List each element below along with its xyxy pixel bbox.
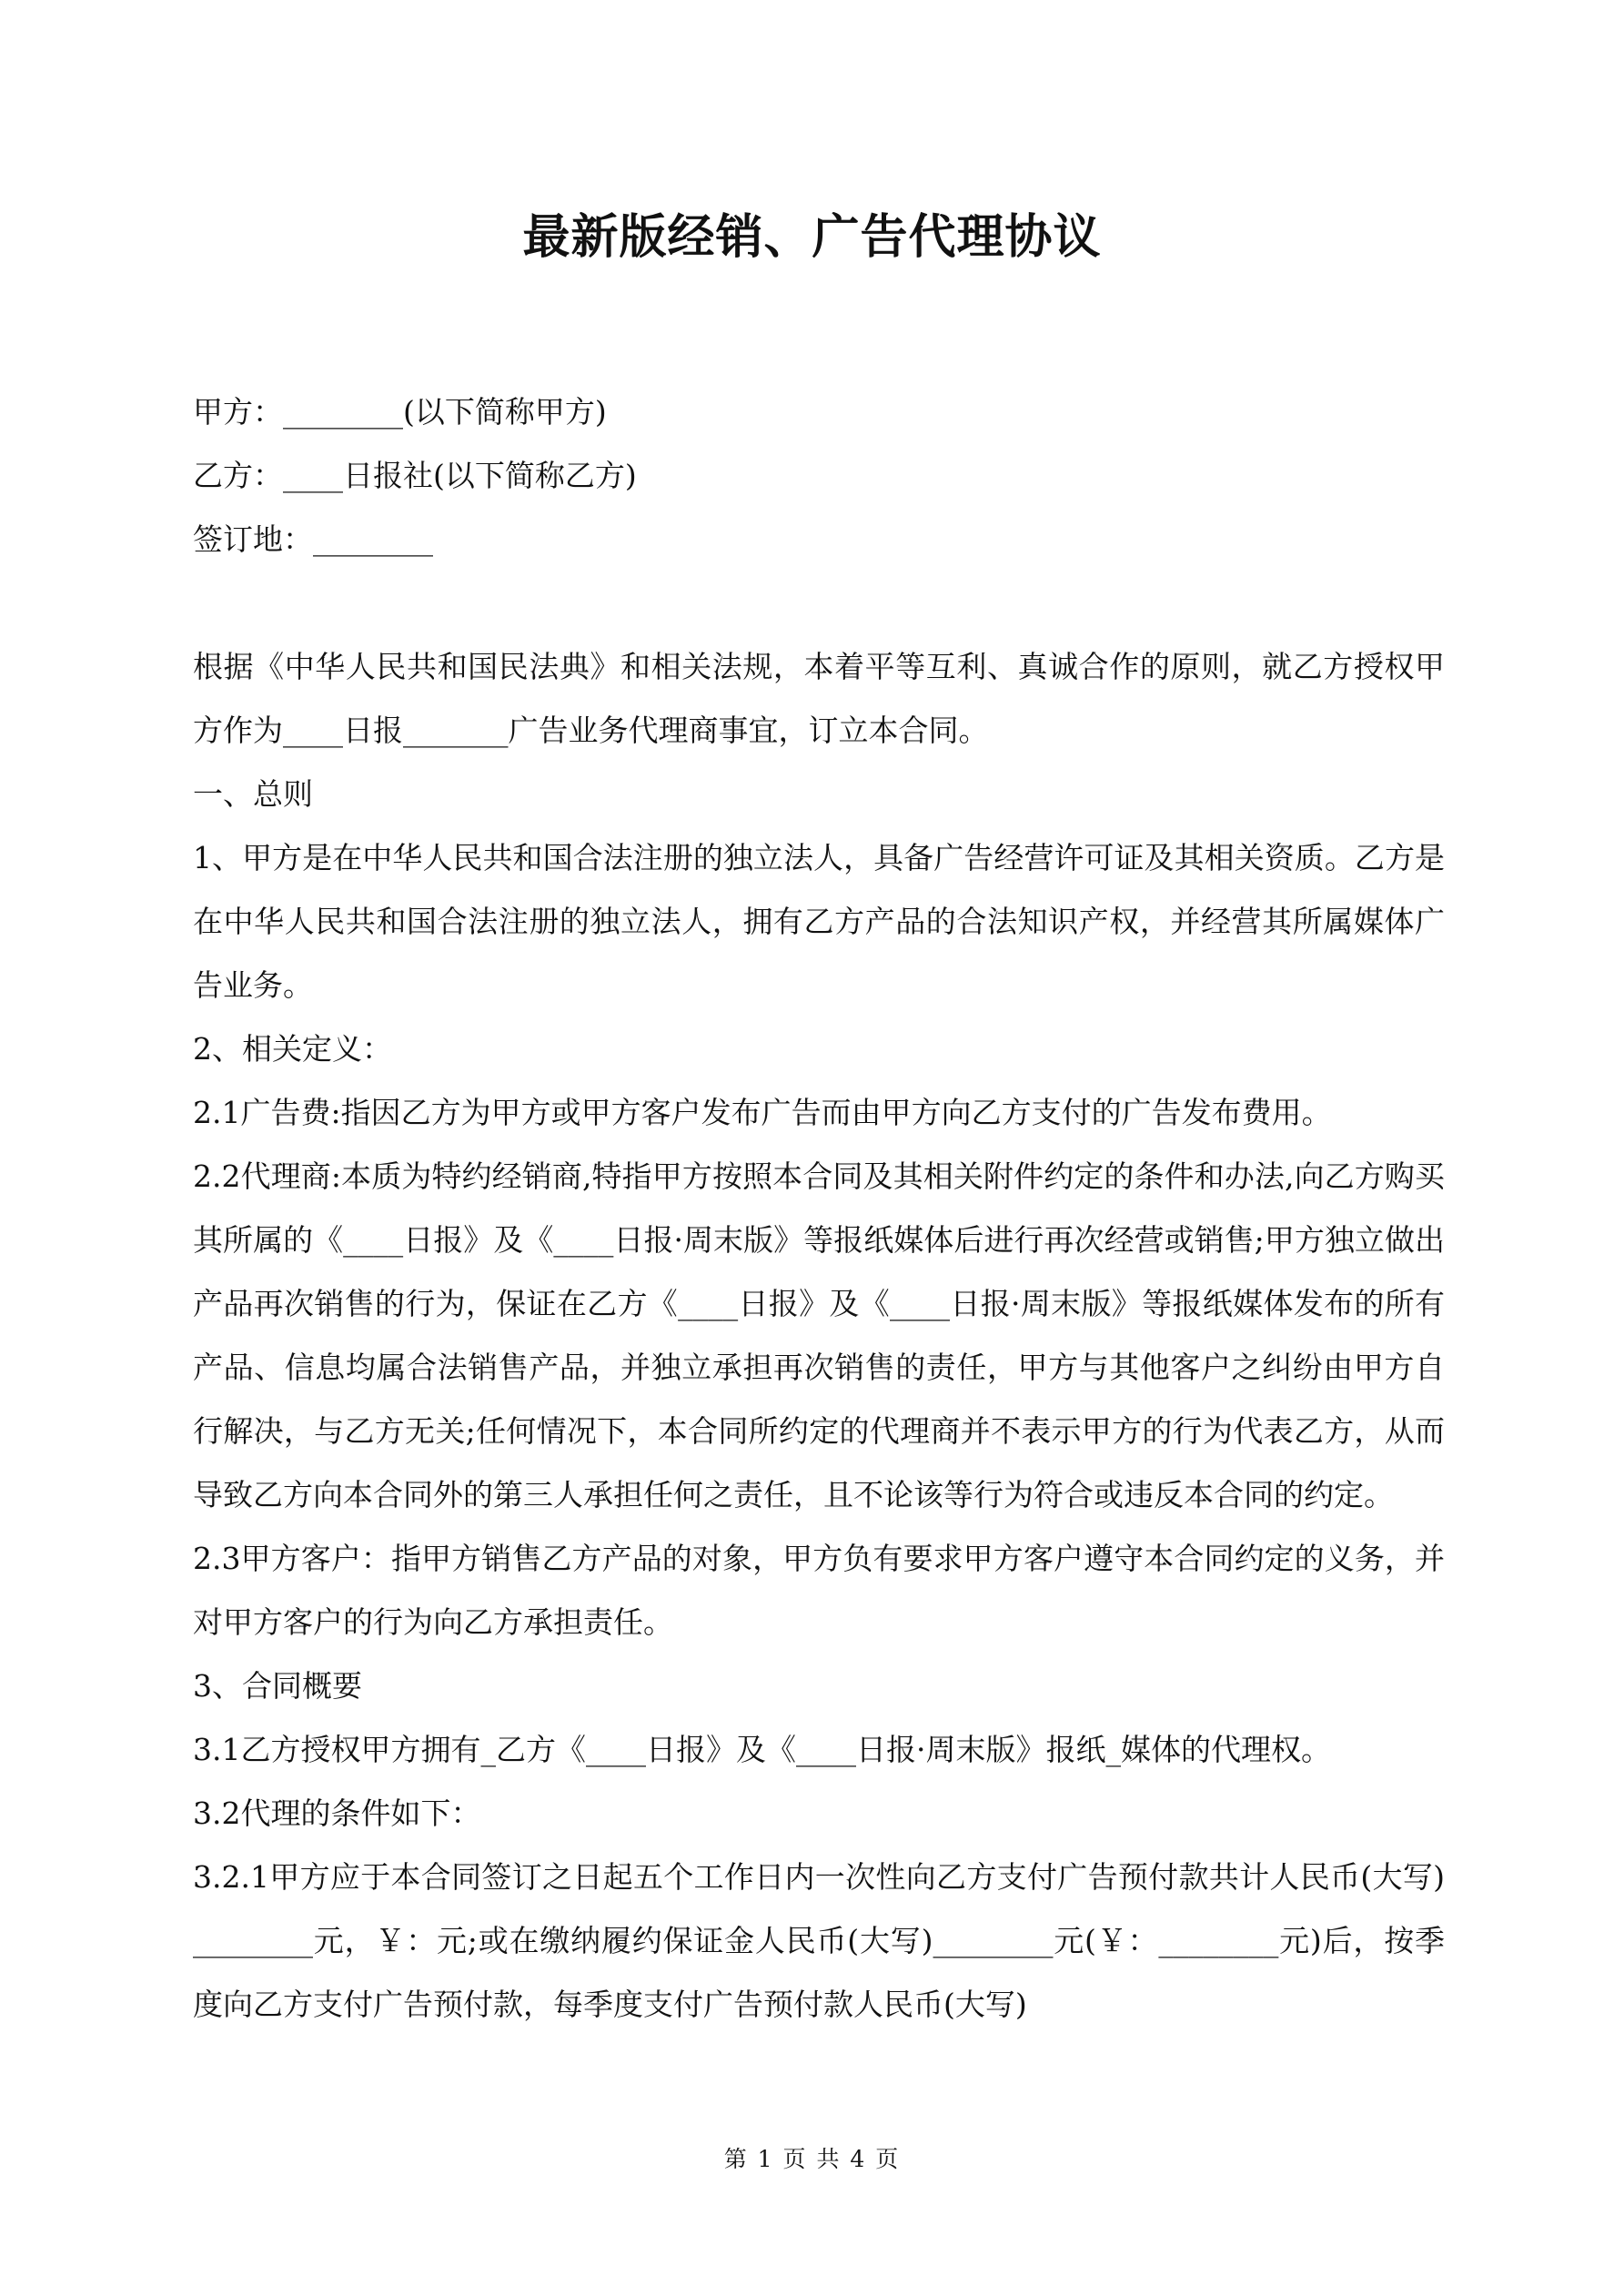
page-footer: 第 1 页 共 4 页	[723, 2146, 901, 2172]
clause-2-2: 2.2代理商:本质为特约经销商,特指甲方按照本合同及其相关附件约定的条件和办法,向乙方购买其所属的《____日报》及《____日报·周末版》等报纸媒体后进行再次经营或销售;甲方独立做出产品再次销售的行为，保证在乙方《____日报》及《____日报·周末版》等报纸媒体发布的所有产品、信息均属合法销售产品，并独立承担再次销售的责任，甲方与其他客户之纠纷由甲方自行解决，与乙方无关;任何情况下，本合同所约定的代理商并不表示甲方的行为代表乙方，从而导致乙方向本合同外的第三人承担任何之责任，且不论该等行为符合或违反本合同的约定。	[193, 1158, 1445, 1512]
signing-place-line: 签订地：________	[193, 521, 433, 557]
contract-body	[193, 635, 1445, 2037]
party-b-line: 乙方：____日报社(以下简称乙方)	[193, 458, 637, 493]
clause-3-2-1: 3.2.1甲方应于本合同签订之日起五个工作日内一次性向乙方支付广告预付款共计人民币(大写)________元，￥：元;或在缴纳履约保证金人民币(大写)________元(￥：________元)后，按季度向乙方支付广告预付款，每季度支付广告预付款人民币(大写)	[193, 1859, 1445, 2022]
clause-2-heading: 2、相关定义：	[193, 1031, 392, 1067]
clause-1: 1、甲方是在中华人民共和国合法注册的独立法人，具备广告经营许可证及其相关资质。乙方是在中华人民共和国合法注册的独立法人，拥有乙方产品的合法知识产权，并经营其所属媒体广告业务。	[193, 840, 1445, 1003]
parties-block	[193, 380, 1448, 571]
document-title: 最新版经销、广告代理协议	[522, 210, 1102, 265]
section-heading-general: 一、总则	[193, 776, 313, 812]
clause-3-heading: 3、合同概要	[193, 1668, 362, 1704]
clause-3-2: 3.2代理的条件如下：	[193, 1795, 481, 1831]
clause-3-1: 3.1乙方授权甲方拥有_乙方《____日报》及《____日报·周末版》报纸_媒体的代理权。	[193, 1732, 1331, 1767]
party-a-line: 甲方：________(以下简称甲方)	[193, 394, 607, 430]
clause-2-1: 2.1广告费:指因乙方为甲方或甲方客户发布广告而由甲方向乙方支付的广告发布费用。	[193, 1095, 1332, 1130]
preamble-paragraph: 根据《中华人民共和国民法典》和相关法规，本着平等互利、真诚合作的原则，就乙方授权甲方作为____日报_______广告业务代理商事宜，订立本合同。	[193, 649, 1445, 748]
clause-2-3: 2.3甲方客户：指甲方销售乙方产品的对象，甲方负有要求甲方客户遵守本合同约定的义务，并对甲方客户的行为向乙方承担责任。	[193, 1541, 1445, 1640]
